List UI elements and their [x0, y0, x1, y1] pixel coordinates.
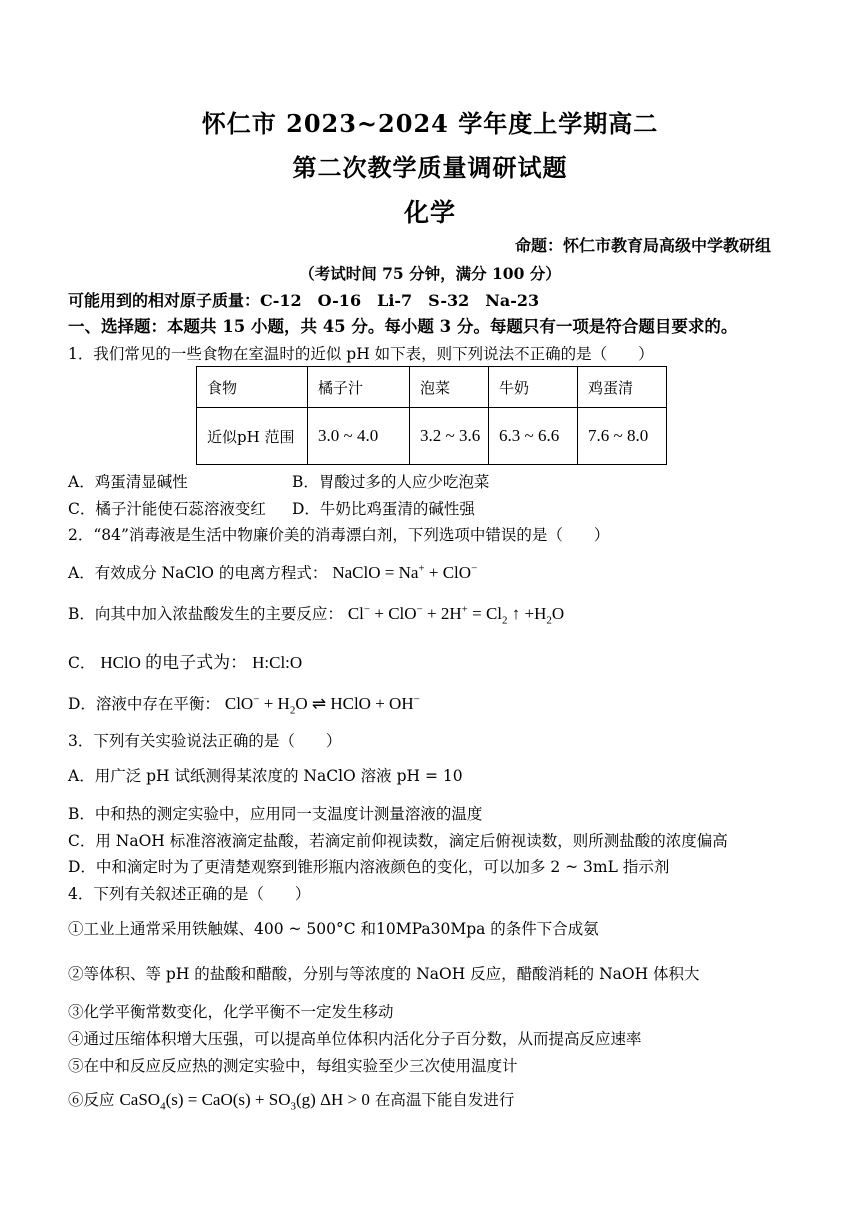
q2-option-b-equation: $Cl^- + ClO^- + 2H^+ = Cl_2$ ↑ $+H_2O$	[347, 603, 565, 627]
q2-option-b	[68, 602, 564, 626]
table-header-cell: 泡菜	[410, 367, 489, 408]
q4-statement-6-post: 在高温下能自发进行	[369, 1091, 515, 1109]
question-3-stem: 3．下列有关实验说法正确的是（ ）	[68, 732, 342, 750]
q2-option-d-text: D．溶液中存在平衡：	[68, 695, 220, 713]
table-cell: 近似pH 范围	[197, 408, 308, 465]
atomic-masses: 可能用到的相对原子质量：C-12 O-16 Li-7 S-32 Na-23	[68, 291, 540, 310]
q3-option-c: C．用 NaOH 标准溶液滴定盐酸，若滴定前仰视读数，滴定后俯视读数，则所测盐酸的浓度偏高	[68, 832, 728, 850]
table-cell: 7.6 ~ 8.0	[578, 408, 667, 465]
q2-option-c	[68, 648, 302, 673]
q2-option-c-text: HClO 的电子式为：	[100, 653, 248, 672]
q2-option-c-label: C．	[68, 654, 96, 672]
q3-option-d: D．中和滴定时为了更清楚观察到锥形瓶内溶液颜色的变化，可以加多 2 ~ 3mL 指示剂	[68, 858, 670, 876]
ph-table	[196, 366, 667, 465]
q2-option-a	[68, 561, 477, 583]
table-cell: 3.0 ~ 4.0	[308, 408, 410, 465]
q2-option-a-equation: NaClO = Na+ + ClO−	[332, 562, 478, 582]
table-header-cell: 食物	[197, 367, 308, 408]
q4-statement-1: ①工业上通常采用铁触媒、400 ~ 500°C 和10MPa30Mpa 的条件下合成氨	[68, 920, 599, 938]
table-header-cell: 牛奶	[489, 367, 578, 408]
q4-statement-3: ③化学平衡常数变化，化学平衡不一定发生移动	[68, 1003, 394, 1021]
q4-statement-5: ⑤在中和反应反应热的测定实验中，每组实验至少三次使用温度计	[68, 1057, 518, 1075]
electron-formula: H:Cl:O	[252, 653, 303, 672]
q3-option-a: A．用广泛 pH 试纸测得某浓度的 NaClO 溶液 pH = 10	[68, 767, 463, 785]
q1-option-c: C．橘子汁能使石蕊溶液变红	[68, 500, 266, 518]
exam-title-line2: 第二次教学质量调研试题	[292, 153, 568, 182]
table-header-cell: 鸡蛋清	[578, 367, 667, 408]
question-2-stem: 2．“84”消毒液是生活中物廉价美的消毒漂白剂，下列选项中错误的是（ ）	[68, 526, 610, 544]
q4-statement-2: ②等体积、等 pH 的盐酸和醋酸，分别与等浓度的 NaOH 反应，醋酸消耗的 NaOH 体积大	[68, 965, 700, 983]
q2-option-a-text: A．有效成分 NaClO 的电离方程式：	[68, 564, 328, 582]
section-heading: 一、选择题：本题共 15 小题，共 45 分。每小题 3 分。每题只有一项是符合题目要求的。	[68, 317, 738, 336]
question-1-stem: 1．我们常见的一些食物在室温时的近似 pH 如下表，则下列说法不正确的是（ ）	[68, 345, 654, 363]
q1-option-a: A．鸡蛋清显碱性	[68, 473, 188, 491]
table-header-cell: 橘子汁	[308, 367, 410, 408]
q4-statement-6-equation: CaSO$_4$(s) = $CaO(s) + SO_3(g) \Delta H > 0$	[119, 1090, 370, 1113]
exam-title-line1: 怀仁市 2023~2024 学年度上学期高二	[201, 109, 659, 138]
exam-time: （考试时间 75 分钟，满分 100 分）	[299, 264, 561, 283]
author-line: 命题：怀仁市教育局高级中学教研组	[515, 236, 772, 255]
q1-option-d: D．牛奶比鸡蛋清的碱性强	[292, 500, 475, 518]
q2-option-d-equation: $ClO^- + H_2O$ ⇌ HClO + OH−	[224, 693, 420, 717]
question-4-stem: 4．下列有关叙述正确的是（ ）	[68, 885, 311, 903]
q4-statement-6-pre: ⑥反应	[68, 1091, 120, 1109]
q3-option-b: B．中和热的测定实验中，应用同一支温度计测量溶液的温度	[68, 805, 483, 823]
q4-statement-4: ④通过压缩体积增大压强，可以提高单位体积内活化分子百分数，从而提高反应速率	[68, 1030, 642, 1048]
q2-option-d	[68, 692, 420, 716]
q2-option-b-text: B．向其中加入浓盐酸发生的主要反应：	[68, 605, 343, 623]
table-cell: 6.3 ~ 6.6	[489, 408, 578, 465]
subject-title: 化学	[403, 198, 456, 227]
q1-option-b: B．胃酸过多的人应少吃泡菜	[292, 473, 490, 491]
table-cell: 3.2 ~ 3.6	[410, 408, 489, 465]
q4-statement-6	[68, 1088, 514, 1112]
